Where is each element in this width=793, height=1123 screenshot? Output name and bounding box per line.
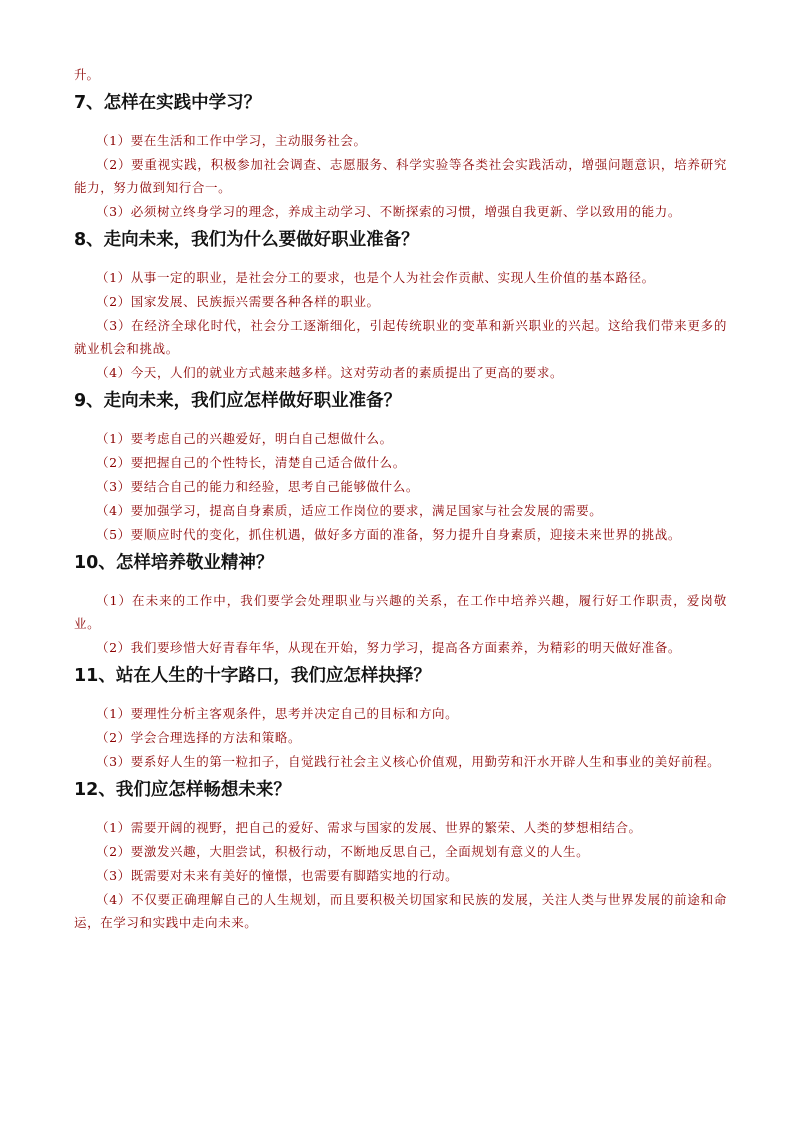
list-item: （1）需要开阔的视野，把自己的爱好、需求与国家的发展、世界的繁荣、人类的梦想相结合。 — [96, 820, 642, 835]
section-11 — [74, 663, 727, 773]
continued-text: 升。 — [74, 67, 100, 82]
list-item: （4）不仅要正确理解自己的人生规划，而且要积极关切国家和民族的发展，关注人类与世界发展的前途和命运，在学习和实践中走向未来。 — [74, 892, 727, 930]
section-heading: 11、站在人生的十字路口，我们应怎样抉择？ — [74, 666, 431, 686]
list-item: （1）从事一定的职业，是社会分工的要求，也是个人为社会作贡献、实现人生价值的基本路径。 — [96, 270, 655, 285]
section-heading: 8、走向未来，我们为什么要做好职业准备？ — [74, 230, 419, 250]
section-heading: 12、我们应怎样畅想未来？ — [74, 780, 291, 800]
list-item: （2）要激发兴趣，大胆尝试，积极行动，不断地反思自己，全面规划有意义的人生。 — [96, 844, 590, 859]
list-item: （3）在经济全球化时代，社会分工逐渐细化，引起传统职业的变革和新兴职业的兴起。这给我们带来更多的就业机会和挑战。 — [74, 318, 727, 356]
list-item: （3）既需要对未来有美好的憧憬，也需要有脚踏实地的行动。 — [96, 868, 459, 883]
section-heading: 7、怎样在实践中学习？ — [74, 93, 262, 113]
list-item: （1）要在生活和工作中学习，主动服务社会。 — [96, 133, 367, 148]
section-9 — [74, 388, 727, 546]
section-heading: 9、走向未来，我们应怎样做好职业准备？ — [74, 391, 402, 411]
section-7 — [74, 90, 727, 223]
list-item: （3）要结合自己的能力和经验，思考自己能够做什么。 — [96, 479, 419, 494]
list-item: （4）今天，人们的就业方式越来越多样。这对劳动者的素质提出了更高的要求。 — [96, 365, 564, 380]
section-8 — [74, 227, 727, 384]
list-item: （2）要重视实践，积极参加社会调查、志愿服务、科学实验等各类社会实践活动，增强问题意识，培养研究能力，努力做到知行合一。 — [74, 157, 727, 195]
list-item: （4）要加强学习，提高自身素质，适应工作岗位的要求，满足国家与社会发展的需要。 — [96, 503, 603, 518]
list-item: （5）要顺应时代的变化，抓住机遇，做好多方面的准备，努力提升自身素质，迎接未来世界的挑战。 — [96, 527, 681, 542]
list-item: （1）要考虑自己的兴趣爱好，明白自己想做什么。 — [96, 431, 393, 446]
list-item: （2）我们要珍惜大好青春年华，从现在开始，努力学习，提高各方面素养，为精彩的明天做好准备。 — [96, 640, 681, 655]
list-item: （1）要理性分析主客观条件，思考并决定自己的目标和方向。 — [96, 706, 459, 721]
list-item: （2）学会合理选择的方法和策略。 — [96, 730, 302, 745]
list-item: （2）要把握自己的个性特长，清楚自己适合做什么。 — [96, 455, 406, 470]
list-item: （2）国家发展、民族振兴需要各种各样的职业。 — [96, 294, 380, 309]
section-heading: 10、怎样培养敬业精神？ — [74, 553, 274, 573]
list-item: （1）在未来的工作中，我们要学会处理职业与兴趣的关系，在工作中培养兴趣，履行好工作职责，爱岗敬业。 — [74, 593, 727, 631]
list-item: （3）要系好人生的第一粒扣子，自觉践行社会主义核心价值观，用勤劳和汗水开辟人生和事业的美好前程。 — [96, 754, 721, 769]
section-12 — [74, 777, 727, 934]
list-item: （3）必须树立终身学习的理念，养成主动学习、不断探索的习惯，增强自我更新、学以致用的能力。 — [96, 204, 681, 219]
section-10 — [74, 550, 727, 659]
